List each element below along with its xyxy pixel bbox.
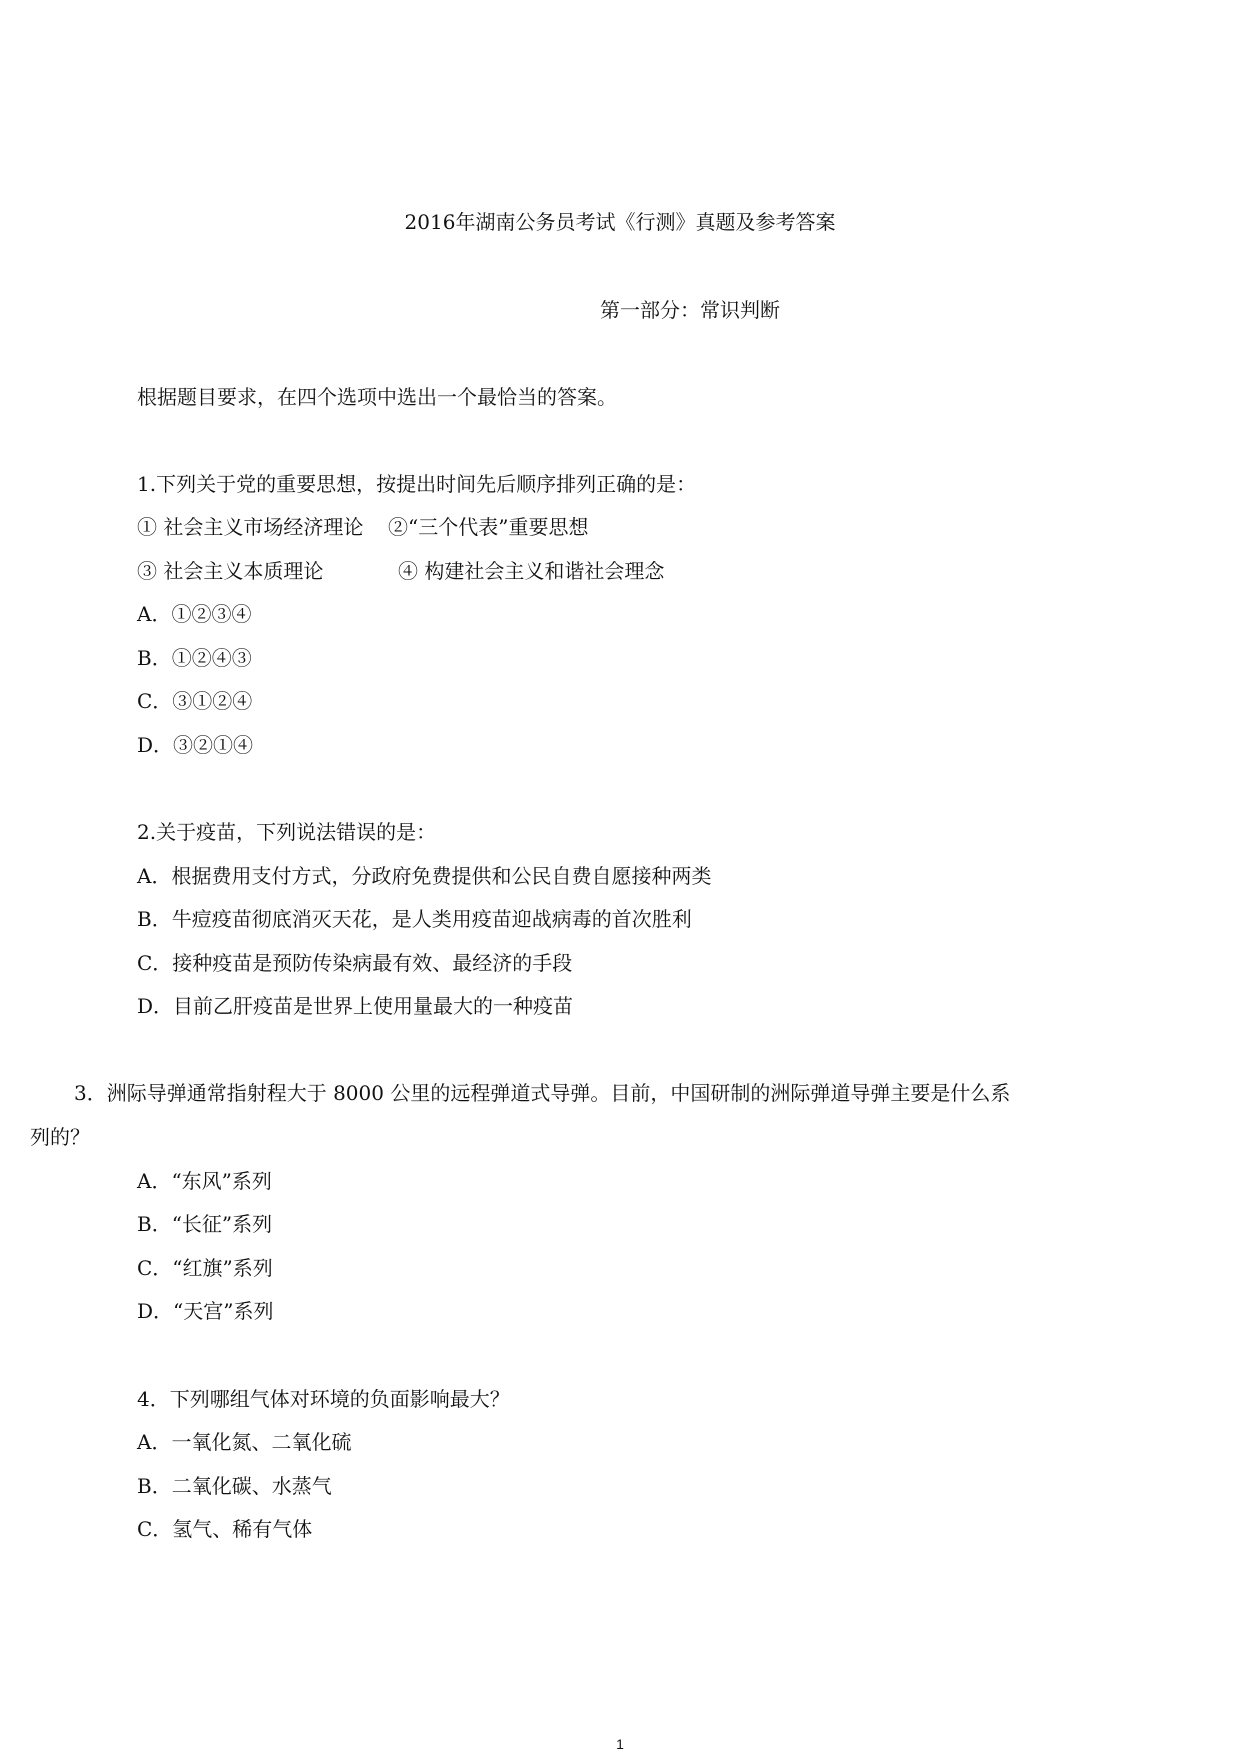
answer-option: C．“红旗”系列 bbox=[137, 1256, 273, 1280]
page-number: 1 bbox=[616, 1736, 624, 1752]
statement-item: ②“三个代表”重要思想 bbox=[388, 515, 589, 539]
answer-option: D．“天宫”系列 bbox=[137, 1299, 274, 1323]
answer-option: D．目前乙肝疫苗是世界上使用量最大的一种疫苗 bbox=[137, 994, 574, 1018]
answer-option: A．一氧化氮、二氧化硫 bbox=[137, 1430, 352, 1454]
instruction-text: 根据题目要求，在四个选项中选出一个最恰当的答案。 bbox=[137, 385, 617, 409]
statement-item: ④ 构建社会主义和谐社会理念 bbox=[398, 559, 665, 583]
question-stem: 3．洲际导弹通常指射程大于 8000 公里的远程弹道式导弹。目前，中国研制的洲际弹道导弹主要是什么系 bbox=[74, 1081, 1011, 1105]
question-stem-continuation: 列的？ bbox=[30, 1125, 90, 1149]
statement-item: ① 社会主义市场经济理论 bbox=[137, 515, 364, 539]
document-title: 2016年湖南公务员考试《行测》真题及参考答案 bbox=[404, 210, 836, 234]
question-stem: 4．下列哪组气体对环境的负面影响最大？ bbox=[137, 1387, 510, 1411]
answer-option: A．①②③④ bbox=[137, 602, 252, 626]
answer-option: A．“东风”系列 bbox=[137, 1169, 272, 1193]
answer-option: B．二氧化碳、水蒸气 bbox=[137, 1474, 332, 1498]
answer-option: C．③①②④ bbox=[137, 689, 253, 713]
answer-option: B．“长征”系列 bbox=[137, 1212, 273, 1236]
answer-option: A．根据费用支付方式，分政府免费提供和公民自费自愿接种两类 bbox=[137, 864, 712, 888]
question-stem: 2.关于疫苗，下列说法错误的是： bbox=[137, 820, 437, 844]
answer-option: C．接种疫苗是预防传染病最有效、最经济的手段 bbox=[137, 951, 573, 975]
answer-option: B．①②④③ bbox=[137, 646, 252, 670]
statement-item: ③ 社会主义本质理论 bbox=[137, 559, 324, 583]
section-heading: 第一部分：常识判断 bbox=[600, 298, 780, 322]
answer-option: C．氢气、稀有气体 bbox=[137, 1517, 313, 1541]
answer-option: B．牛痘疫苗彻底消灭天花，是人类用疫苗迎战病毒的首次胜利 bbox=[137, 907, 692, 931]
answer-option: D．③②①④ bbox=[137, 733, 254, 757]
question-stem: 1.下列关于党的重要思想，按提出时间先后顺序排列正确的是： bbox=[137, 472, 697, 496]
